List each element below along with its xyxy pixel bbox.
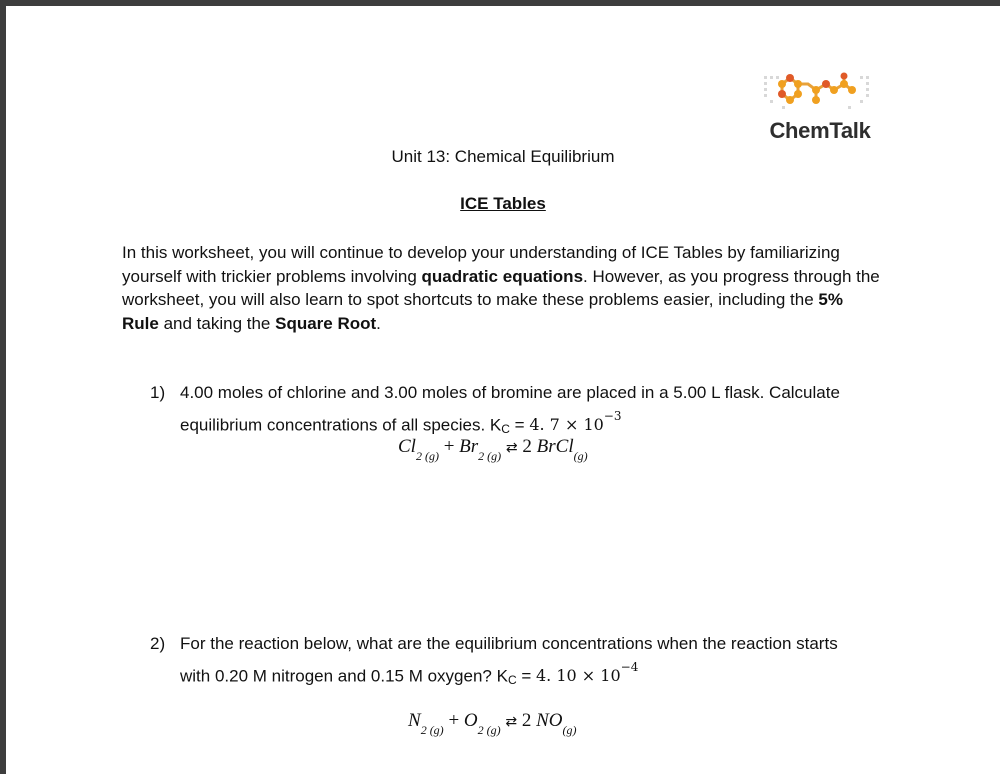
question-text: 4.00 moles of chlorine and 3.00 moles of bromine are placed in a 5.00 L flask. Calculate (180, 383, 840, 402)
reactant-2: Br (459, 436, 479, 457)
worksheet-page (6, 6, 1000, 774)
intro-text: . However, as you progress through the worksheet, you will also learn to spot shortcuts to make these problems easier, including the (122, 266, 880, 309)
kc-subscript: C (501, 422, 510, 437)
reactant-1-sub: 2 (g) (420, 723, 444, 737)
equation-2 (408, 710, 577, 737)
kc-exponent: −4 (620, 660, 639, 674)
reactant-2: O (463, 710, 478, 731)
question-number: 2) (150, 634, 166, 653)
question-text-kc (180, 409, 622, 437)
reactant-2-sub: 2 (g) (477, 723, 501, 737)
question-text-kc (180, 660, 639, 688)
section-title: ICE Tables (460, 194, 546, 213)
product-1: NO (536, 710, 563, 731)
product-1-sub: (g) (562, 723, 577, 737)
plus-sign: + (443, 436, 455, 457)
coefficient: 2 (522, 436, 532, 457)
question-number: 1) (150, 383, 166, 402)
intro-bold: 5% Rule (122, 290, 843, 333)
product-1: BrCl (536, 436, 574, 457)
intro-text: . (376, 313, 381, 333)
kc-equals: = (516, 666, 536, 686)
intro-paragraph (122, 241, 882, 335)
product-1-sub: (g) (573, 449, 588, 463)
question-text: with 0.20 M nitrogen and 0.15 M oxygen? K (180, 666, 508, 686)
equilibrium-arrow-icon: ⇄ (505, 440, 518, 456)
reactant-1: Cl (398, 436, 416, 457)
molecule-logo-icon (760, 72, 880, 116)
kc-equals: = (509, 415, 530, 435)
unit-title: Unit 13: Chemical Equilibrium (391, 147, 615, 166)
question-text: equilibrium concentrations of all species. K (180, 415, 502, 435)
kc-mantissa: 4. 10 × 10 (535, 666, 621, 686)
kc-value (535, 660, 639, 686)
equation-1 (398, 436, 588, 463)
coefficient: 2 (521, 710, 532, 731)
kc-mantissa: 4. 7 × 10 (529, 415, 604, 435)
reactant-1-sub: 2 (g) (415, 449, 439, 463)
question-text: For the reaction below, what are the equilibrium concentrations when the reaction starts (180, 634, 838, 653)
equilibrium-arrow-icon: ⇄ (505, 714, 518, 730)
reactant-2-sub: 2 (g) (478, 449, 502, 463)
plus-sign: + (448, 710, 460, 731)
kc-value (529, 409, 622, 435)
intro-bold: quadratic equations (421, 266, 584, 286)
kc-exponent: −3 (603, 409, 622, 423)
reactant-1: N (408, 710, 421, 731)
logo-text: ChemTalk (769, 118, 871, 143)
intro-bold: Square Root (275, 313, 377, 333)
chemtalk-logo (754, 72, 886, 148)
intro-text: In this worksheet, you will continue to develop your understanding of ICE Tables by familiarizing yourself with trickier problems involving (122, 243, 840, 286)
kc-subscript: C (507, 673, 517, 688)
intro-text: and taking the (158, 313, 276, 333)
